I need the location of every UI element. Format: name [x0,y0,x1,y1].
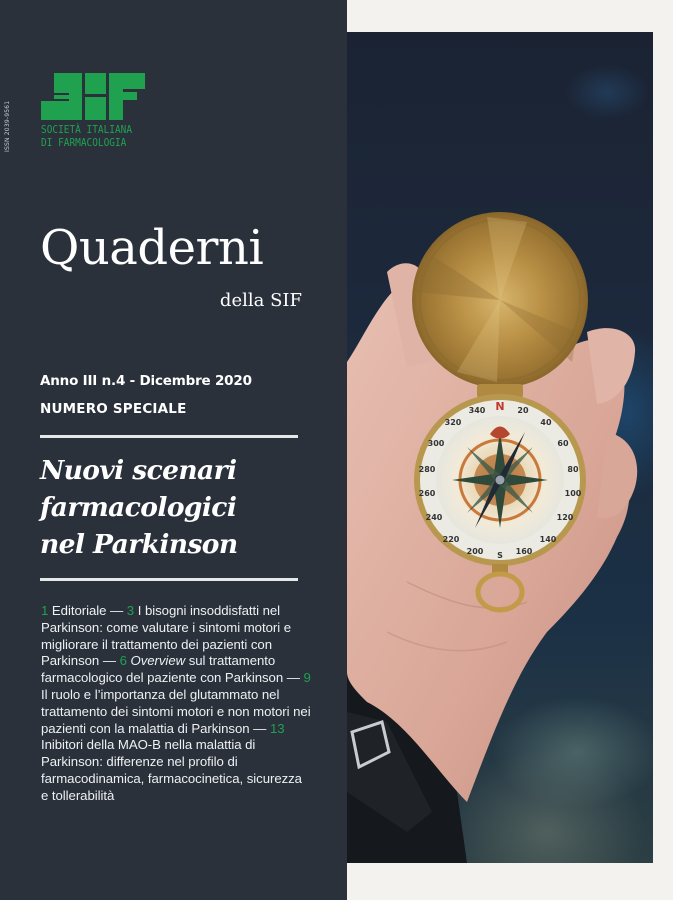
headline-line-1: Nuovi scenari [40,455,237,486]
svg-text:S: S [497,551,503,560]
svg-text:260: 260 [418,489,436,498]
organization-line-2: DI FARMACOLOGIA [41,137,127,149]
publication-title: Quaderni [40,220,264,276]
toc-separator: — [253,720,267,736]
toc-entry-title: sul trattamento farmacologico del paziente con Parkinson [41,653,284,686]
divider-bottom [40,578,298,581]
headline-line-3: nel Parkinson [40,529,238,560]
svg-text:40: 40 [540,418,552,427]
svg-text:300: 300 [427,439,445,448]
svg-text:280: 280 [418,465,436,474]
issue-info: Anno III n.4 - Dicembre 2020 [40,373,252,389]
organization-line-1: SOCIETÀ ITALIANA [41,124,133,136]
sif-logo [41,73,145,121]
toc-page-number: 9 [303,670,311,686]
svg-text:160: 160 [515,547,533,556]
table-of-contents [41,603,311,805]
organization-name [41,124,132,150]
svg-text:200: 200 [466,547,484,556]
publication-subtitle: della SIF [219,290,302,311]
svg-text:N: N [495,400,505,413]
toc-page-number: 3 [126,603,135,618]
issn-number: ISSN 2039-9561 [4,100,11,152]
svg-text:220: 220 [442,535,460,544]
svg-text:120: 120 [556,513,574,522]
toc-separator: — [286,670,300,686]
toc-entry-title-italic: Overview [130,653,186,669]
svg-text:100: 100 [564,489,582,498]
toc-entry-title: Il ruolo e l’importanza del glutammato nel trattamento dei sintomi motori e non motori nei pazienti con la malattia di Parkinson [41,686,311,736]
svg-text:60: 60 [557,439,569,448]
svg-text:20: 20 [517,406,529,415]
toc-entry-title: Inibitori della MAO-B nella malattia di Parkinson: differenze nel profilo di farmacodinamica, farmacocinetica, sicurezza e tollerabilità [41,737,302,803]
toc-page-number: 13 [269,720,285,736]
divider-top [40,435,298,438]
special-issue-label: NUMERO SPECIALE [40,401,187,417]
toc-separator: — [110,603,124,618]
svg-text:240: 240 [425,513,443,522]
cover-headline [40,452,238,563]
svg-text:320: 320 [444,418,462,427]
hand-compass-illustration [347,32,653,863]
svg-text:80: 80 [567,465,579,474]
cover-photo-compass [347,32,653,863]
toc-separator: — [102,653,116,669]
toc-page-number: 6 [119,653,127,669]
sif-logo-icon [41,73,145,121]
toc-entry-title: Editoriale [51,603,107,618]
headline-line-2: farmacologici [40,492,237,523]
svg-text:140: 140 [539,535,557,544]
toc-page-number: 1 [41,603,49,618]
toc-entry-title: I bisogni insoddisfatti nel Parkinson: come valutare i sintomi motori e migliorare il trattamento dei pazienti con Parkinson [41,603,291,669]
svg-text:340: 340 [468,406,486,415]
